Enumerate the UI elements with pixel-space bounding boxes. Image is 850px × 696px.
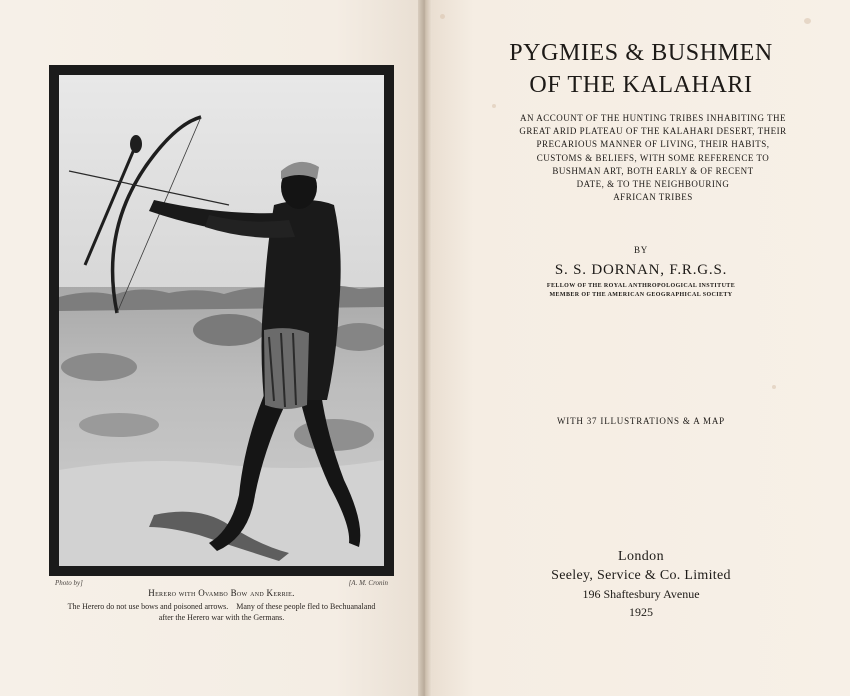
description-line: AN ACCOUNT OF THE HUNTING TRIBES INHABITING THE (519, 113, 787, 123)
frontispiece-photo (59, 75, 384, 566)
author-affiliation-2: MEMBER OF THE AMERICAN GEOGRAPHICAL SOCIETY (549, 292, 733, 298)
photo-credit-right: [A. M. Cronin (348, 579, 388, 587)
publisher-name: Seeley, Service & Co. Limited (551, 568, 731, 583)
book-gutter (418, 0, 432, 696)
frontispiece-frame (49, 65, 394, 576)
description-line: DATE, & TO THE NEIGHBOURING (576, 179, 730, 190)
caption-line: The Herero do not use bows and poisoned arrows. Many of these people fled to Bechuanaland (67, 602, 376, 611)
description-line: CUSTOMS & BELIEFS, WITH SOME REFERENCE TO (536, 152, 770, 163)
book-description (494, 112, 812, 204)
caption-body (49, 601, 394, 623)
description-line: GREAT ARID PLATEAU OF THE KALAHARI DESERT, THEIR (519, 126, 787, 137)
author-name: S. S. DORNAN, F.R.G.S. (554, 262, 728, 278)
by-label: BY (633, 245, 649, 255)
description-line: AFRICAN TRIBES (613, 192, 693, 203)
description-line: BUSHMAN ART, BOTH EARLY & OF RECENT (552, 165, 754, 176)
left-page (0, 0, 420, 696)
publication-year: 1925 (629, 605, 653, 619)
publisher-address: 196 Shaftesbury Avenue (582, 587, 700, 601)
publisher-city: London (618, 549, 664, 564)
photo-credit-left: Photo by] (55, 579, 83, 587)
book-title-line-1: PYGMIES & BUSHMEN (509, 40, 773, 66)
description-line: PRECARIOUS MANNER OF LIVING, THEIR HABITS, (536, 139, 770, 150)
illustrations-note: WITH 37 ILLUSTRATIONS & A MAP (557, 416, 725, 426)
title-page (432, 0, 850, 696)
book-title-line-2: OF THE KALAHARI (529, 72, 753, 98)
caption-title: Herero with Ovambo Bow and Kerrie. (148, 588, 295, 598)
author-affiliation-1: FELLOW OF THE ROYAL ANTHROPOLOGICAL INSTITUTE (546, 283, 736, 289)
caption-line: after the Herero war with the Germans. (158, 613, 285, 622)
